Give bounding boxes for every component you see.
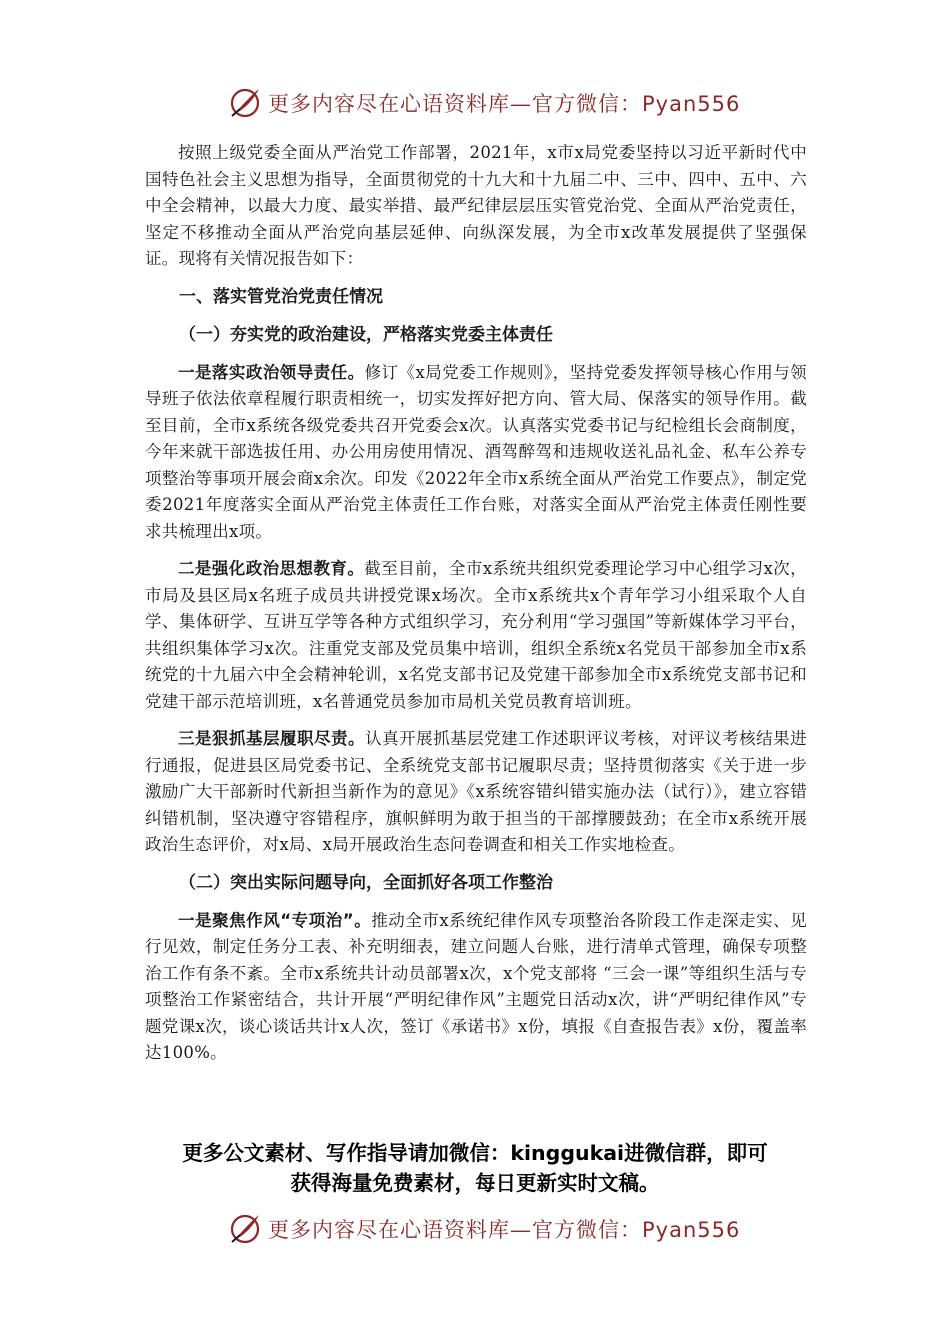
paragraph-item [145, 556, 807, 715]
banner-wechat-id: Pyan556 [642, 92, 741, 116]
promo-line-1: 更多公文素材、写作指导请加微信：kinggukai进微信群，即可 [182, 1141, 768, 1165]
banner-text: 更多内容尽在心语资料库—官方微信：Pyan556 [268, 92, 741, 116]
item-lead: 一是聚焦作风“专项治”。 [178, 910, 372, 930]
promo-line-2: 获得海量免费素材，每日更新实时文稿。 [290, 1171, 660, 1195]
subsection-heading-1: （一）夯实党的政治建设，严格落实党委主体责任 [179, 324, 553, 345]
item-text: 修订《x局党委工作规则》，坚持党委发挥领导核心作用与领导班子依法依章程履行职责相统一，切实发挥好把方向、管大局、保落实的领导作用。截至目前，全市x系统各级党委共召开党委会x次。认真落实党委书记与纪检组长会商制度，今年来就干部选拔任用、办公用房使用情况、酒驾醉驾和违规收送礼品礼金、私车公养专项整治等事项开展会商x余次。印发《2022年全市x系统全面从严治党工作要点》，制定党委2021年度落实全面从严治党主体责任工作台账，对落实全面从严治党主体责任刚性要求共梳理出x项。 [145, 362, 807, 541]
document-body [145, 140, 807, 1078]
banner-wechat-id: Pyan556 [642, 1218, 741, 1242]
footer-banner [228, 1209, 748, 1249]
section-heading-1: 一、落实管党治党责任情况 [179, 286, 383, 307]
item-lead: 三是狠抓基层履职尽责。 [178, 729, 366, 748]
banner-text: 更多内容尽在心语资料库—官方微信：Pyan556 [268, 1218, 741, 1242]
quill-pen-icon [228, 86, 262, 120]
quill-pen-icon [228, 1212, 262, 1246]
item-lead: 一是落实政治领导责任。 [178, 362, 365, 382]
paragraph-item [145, 726, 807, 859]
item-lead: 二是强化政治思想教育。 [178, 559, 365, 578]
paragraph-item [145, 360, 807, 546]
intro-paragraph: 按照上级党委全面从严治党工作部署，2021年，x市x局党委坚持以习近平新时代中国特色社会主义思想为指导，全面贯彻党的十九大和十九届二中、三中、四中、五中、六中全会精神，以最大力度、最实举措、最严纪律层层压实管党治党、全面从严治党责任，坚定不移推动全面从严治党向基层延伸、向纵深发展，为全市x改革发展提供了坚强保证。现将有关情况报告如下： [145, 143, 807, 268]
item-text: 截至目前，全市x系统共组织党委理论学习中心组学习x次，市局及县区局x名班子成员共讲授党课x场次。全市x系统共x个青年学习小组采取个人自学、集体研学、互讲互学等各种方式组织学习，充分利用“学习强国”等新媒体学习平台，共组织集体学习x次。注重党支部及党员集中培训，组织全系统x名党员干部参加全市x系统党的十九届六中全会精神轮训，x名党支部书记及党建干部参加全市x系统党支部书记和党建干部示范培训班，x名普通党员参加市局机关党员教育培训班。 [145, 559, 807, 711]
header-banner [228, 83, 748, 123]
item-text: 认真开展抓基层党建工作述职评议考核，对评议考核结果进行通报，促进县区局党委书记、全系统党支部书记履职尽责；坚持贯彻落实《关于进一步激励广大干部新时代新担当新作为的意见》《x系统容错纠错实施办法（试行）》，建立容错纠错机制，坚决遵守容错程序，旗帜鲜明为敢于担当的干部撑腰鼓劲；在全市x系统开展政治生态评价，对x局、x局开展政治生态问卷调查和相关工作实地检查。 [145, 729, 807, 854]
promo-notice [130, 1138, 820, 1198]
subsection-heading-2: （二）突出实际问题导向，全面抓好各项工作整治 [179, 872, 553, 893]
item-text: 推动全市x系统纪律作风专项整治各阶段工作走深走实、见行见效，制定任务分工表、补充明细表，建立问题人台账，进行清单式管理，确保专项整治工作有条不紊。全市x系统共计动员部署x次，x个党支部将 “三会一课”等组织生活与专项整治工作紧密结合，共计开展“严明纪律作风”主题党日活动x次，讲“严明纪律作风”专题党课x次，谈心谈话共计x人次，签订《承诺书》x份，填报《自查报告表》x份，覆盖率达100%。 [145, 910, 807, 1062]
paragraph-item [145, 908, 807, 1067]
